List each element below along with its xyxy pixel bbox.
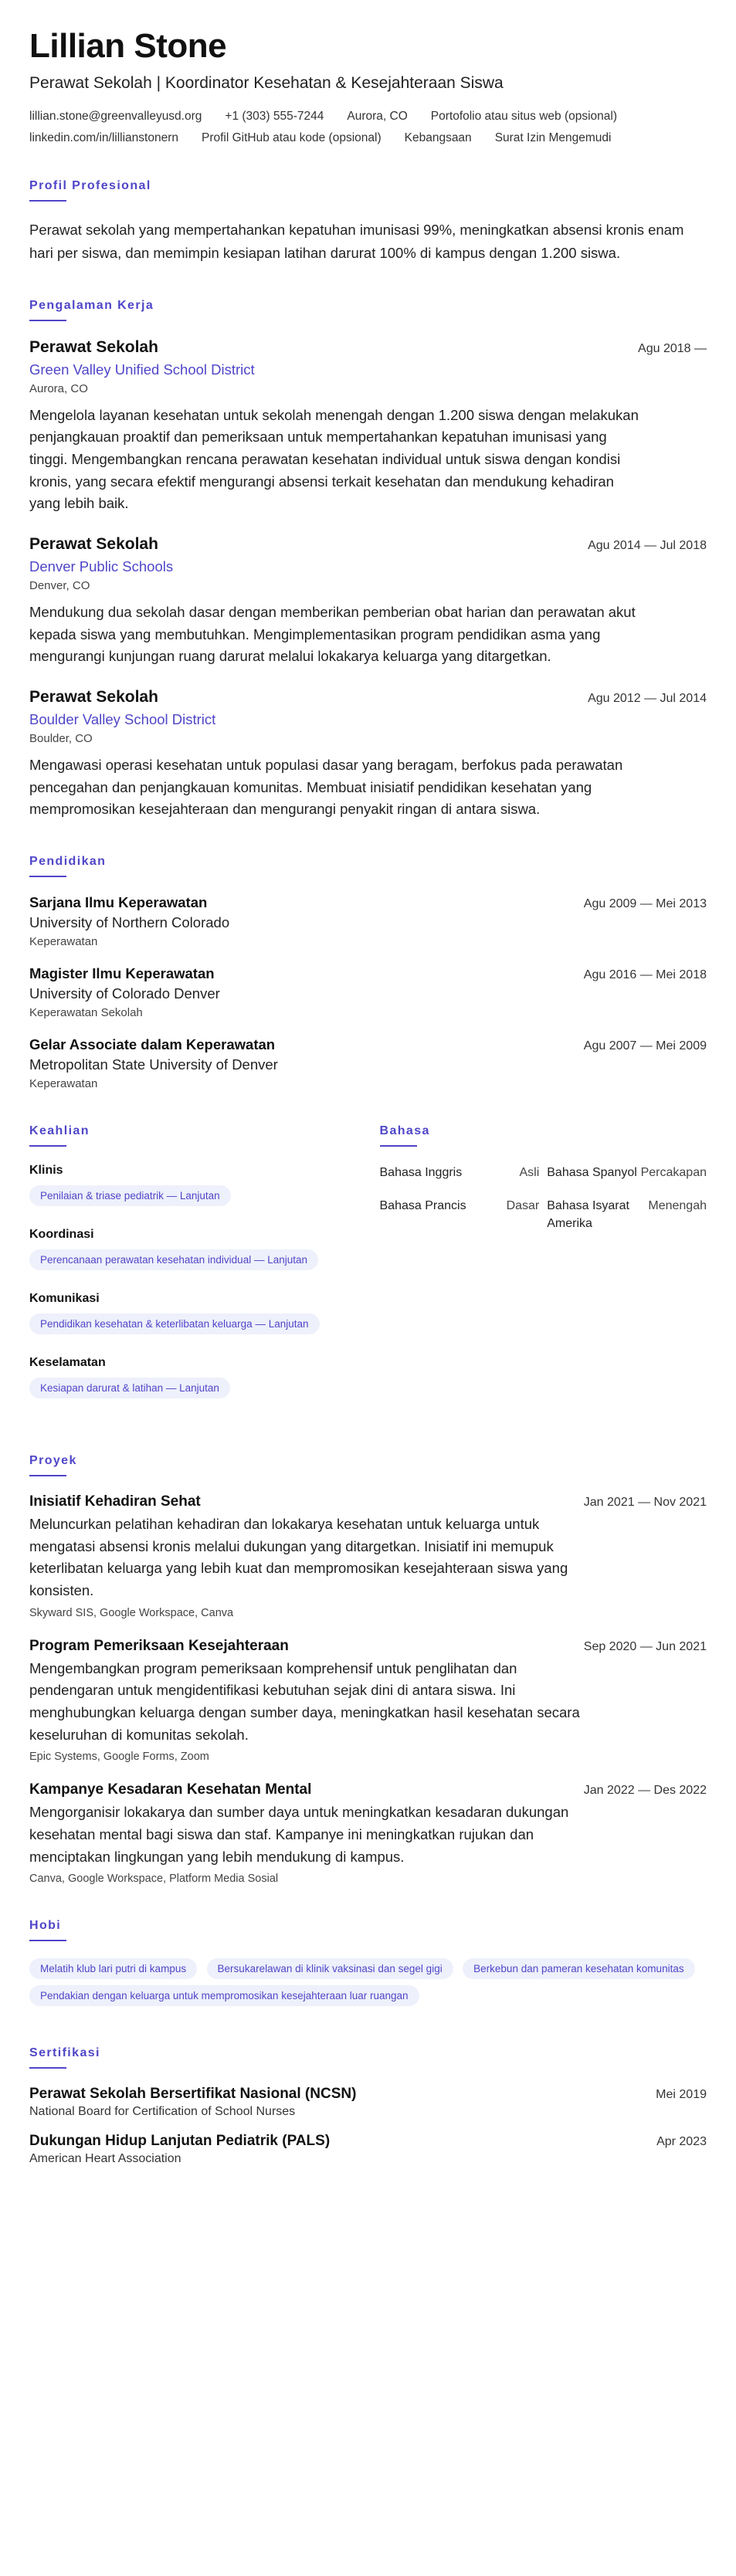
section-divider [29,320,66,321]
project-entry [29,1638,707,1764]
education-school: University of Colorado Denver [29,985,220,1002]
job-employer[interactable]: Denver Public Schools [29,558,174,575]
language-level: Asli [519,1165,540,1179]
contact-location: Aurora, CO [347,110,408,124]
section-divider [380,1145,417,1147]
section-divider [29,200,66,202]
section-divider [29,1145,66,1147]
job-date: Agu 2012 — Jul 2014 [588,691,707,705]
job-entry [29,688,707,821]
education-degree: Gelar Associate dalam Keperawatan [29,1035,276,1052]
candidate-name: Lillian Stone [29,27,227,65]
skill-category: Keselamatan [29,1355,106,1369]
section-title: Keahlian [29,1124,90,1137]
job-date: Agu 2018 — [638,341,707,355]
job-description: Mendukung dua sekolah dasar dengan memberikan pemberian obat harian dan perawatan akut kepada siswa yang membutuhkan. Mengimplementasikan program pendidikan asma yang mengurangi kunjungan ruang darurat melalui lokakarya keluarga yang ditargetkan. [29,603,636,665]
education-field: Keperawatan [29,934,98,948]
project-description: Mengembangkan program pemeriksaan komprehensif untuk penglihatan dan pendengaran untuk mengidentifikasi kebutuhan sejak dini di antara siswa. Ini menghubungkan keluarga dengan sumber daya, meningkatkan hasil kesehatan secara keseluruhan di komunitas sekolah. [29,1659,580,1743]
contact-driving-license: Surat Izin Mengemudi [494,131,612,145]
job-location: Boulder, CO [29,731,93,745]
languages-section [380,1124,707,1420]
project-title: Inisiatif Kehadiran Sehat [29,1493,201,1510]
hobby-chip: Melatih klub lari putri di kampus [29,1958,197,1979]
skill-group [29,1292,357,1341]
section-title: Sertifikasi [29,2046,100,2060]
language-item [380,1164,540,1181]
project-tools: Epic Systems, Google Forms, Zoom [29,1751,209,1764]
certification-date: Apr 2023 [656,2135,707,2149]
project-title: Program Pemeriksaan Kesejahteraan [29,1637,289,1654]
hobbies-section [29,1919,707,2012]
project-date: Sep 2020 — Jun 2021 [583,1639,707,1653]
hobby-chip: Bersukarelawan di klinik vaksinasi dan segel gigi [207,1958,453,1979]
certification-title: Perawat Sekolah Bersertifikat Nasional (NCSN) [29,2086,357,2103]
language-name: Bahasa Inggris [379,1165,463,1179]
project-entry [29,1781,707,1885]
profile-section [29,179,707,264]
job-title: Perawat Sekolah [29,687,158,706]
skill-group [29,1164,357,1212]
project-title: Kampanye Kesadaran Kesehatan Mental [29,1781,312,1798]
skill-chip: Kesiapan darurat & latihan — Lanjutan [29,1378,230,1398]
job-location: Denver, CO [29,578,90,592]
section-title: Proyek [29,1453,77,1467]
language-name: Bahasa Isyarat Amerika [547,1199,629,1231]
language-list [380,1164,707,1233]
contact-email[interactable]: lillian.stone@greenvalleyusd.org [29,110,202,124]
section-divider [29,876,66,877]
project-description: Mengorganisir lokakarya dan sumber daya untuk meningkatkan kesadaran dukungan kesehatan mental bagi siswa dan staf. Kampanye ini meningkatkan rujukan dan menciptakan lingkungan yang lebih mendukung di kampus. [29,1804,569,1865]
education-entry [29,965,707,1019]
job-entry [29,338,707,515]
language-name: Bahasa Spanyol [547,1165,637,1179]
hobby-chip: Berkebun dan pameran kesehatan komunitas [463,1958,694,1979]
skill-group [29,1228,357,1276]
section-divider [29,1475,66,1476]
education-date: Agu 2007 — Mei 2009 [583,1039,707,1052]
contact-portfolio[interactable]: Portofolio atau situs web (opsional) [430,110,618,124]
language-level: Menengah [648,1199,707,1213]
project-tools: Skyward SIS, Google Workspace, Canva [29,1606,234,1619]
skill-category: Klinis [29,1163,63,1177]
education-school: Metropolitan State University of Denver [29,1056,278,1073]
job-employer[interactable]: Boulder Valley School District [29,710,216,727]
hobby-list [29,1958,707,2012]
education-entry [29,894,707,948]
language-level: Dasar [506,1199,540,1213]
job-date: Agu 2014 — Jul 2018 [588,538,707,552]
education-date: Agu 2016 — Mei 2018 [583,968,707,981]
certification-entry [29,2133,707,2166]
education-date: Agu 2009 — Mei 2013 [583,897,707,910]
job-location: Aurora, CO [29,381,88,395]
skills-section [29,1124,357,1420]
job-entry [29,535,707,668]
language-level: Percakapan [640,1165,707,1179]
experience-section [29,299,707,821]
hobby-chip: Pendakian dengan keluarga untuk mempromosikan kesejahteraan luar ruangan [29,1985,419,2006]
skill-chip: Penilaian & triase pediatrik — Lanjutan [29,1185,231,1206]
job-title: Perawat Sekolah [29,337,158,356]
projects-section [29,1454,707,1885]
resume-header [29,28,707,145]
project-date: Jan 2022 — Des 2022 [583,1784,707,1798]
contact-linkedin[interactable]: linkedin.com/in/lillianstonern [29,131,178,145]
contact-nationality: Kebangsaan [404,131,472,145]
language-item [547,1197,707,1232]
job-description: Mengelola layanan kesehatan untuk sekolah menengah dengan 1.200 siswa dengan melakukan penjangkauan proaktif dan pemeriksaan untuk mempertahankan kepatuhan imunisasi yang tinggi. Mengembangkan rencana perawatan kesehatan individual untuk siswa dengan kondisi kronis, yang secara efektif mengurangi absensi terkait kesehatan dan mendukung kehadiran yang lebih baik. [29,406,639,512]
contact-github[interactable]: Profil GitHub atau kode (opsional) [202,131,382,145]
skill-category: Komunikasi [29,1291,100,1305]
certification-date: Mei 2019 [656,2088,707,2102]
certifications-section [29,2046,707,2166]
project-tools: Canva, Google Workspace, Platform Media Sosial [29,1873,279,1886]
section-title: Pengalaman Kerja [29,298,154,312]
certification-title: Dukungan Hidup Lanjutan Pediatrik (PALS) [29,2133,331,2150]
project-date: Jan 2021 — Nov 2021 [583,1495,707,1509]
language-name: Bahasa Prancis [379,1199,466,1213]
education-degree: Magister Ilmu Keperawatan [29,964,215,981]
section-divider [29,2067,66,2069]
skill-category: Koordinasi [29,1227,94,1241]
section-title: Pendidikan [29,854,107,868]
contact-list [29,110,707,145]
section-title: Hobi [29,1919,62,1933]
skill-chip: Pendidikan kesehatan & keterlibatan keluarga — Lanjutan [29,1313,320,1334]
contact-phone[interactable]: +1 (303) 555-7244 [225,110,324,124]
section-title: Bahasa [379,1124,430,1137]
profile-summary: Perawat sekolah yang mempertahankan kepatuhan imunisasi 99%, meningkatkan absensi kronis enam hari per siswa, dan memimpin kesiapan latihan darurat 100% di kampus dengan 1.200 siswa. [29,222,684,261]
skill-group [29,1356,357,1405]
certification-entry [29,2086,707,2119]
skills-languages-row [29,1124,707,1420]
education-degree: Sarjana Ilmu Keperawatan [29,893,208,910]
section-title: Profil Profesional [29,179,151,193]
education-section [29,855,707,1090]
education-field: Keperawatan [29,1076,98,1090]
skill-chip: Perencanaan perawatan kesehatan individual — Lanjutan [29,1249,318,1270]
language-item [547,1164,707,1181]
education-entry [29,1036,707,1090]
project-entry [29,1493,707,1619]
certification-issuer: American Heart Association [29,2152,181,2166]
section-divider [29,1940,66,1941]
job-employer[interactable]: Green Valley Unified School District [29,361,255,378]
certification-issuer: National Board for Certification of School Nurses [29,2105,296,2119]
job-description: Mengawasi operasi kesehatan untuk populasi dasar yang beragam, berfokus pada perawatan pencegahan dan penjangkauan komunitas. Membuat inisiatif pendidikan kesehatan yang mempromosikan kesejahteraan dan mengurangi penyakit ringan di antara siswa. [29,756,623,818]
job-title: Perawat Sekolah [29,534,158,553]
candidate-subtitle: Perawat Sekolah | Koordinator Kesehatan & Kesejahteraan Siswa [29,74,504,93]
project-description: Meluncurkan pelatihan kehadiran dan lokakarya kesehatan untuk keluarga untuk mengatasi absensi kronis melalui dukungan yang ditargetkan. Inisiatif ini memupuk keterlibatan keluarga yang lebih kuat dan mempromosikan kesejahteraan siswa yang konsisten. [29,1515,568,1598]
education-school: University of Northern Colorado [29,913,230,930]
language-item [380,1197,540,1232]
education-field: Keperawatan Sekolah [29,1005,143,1019]
